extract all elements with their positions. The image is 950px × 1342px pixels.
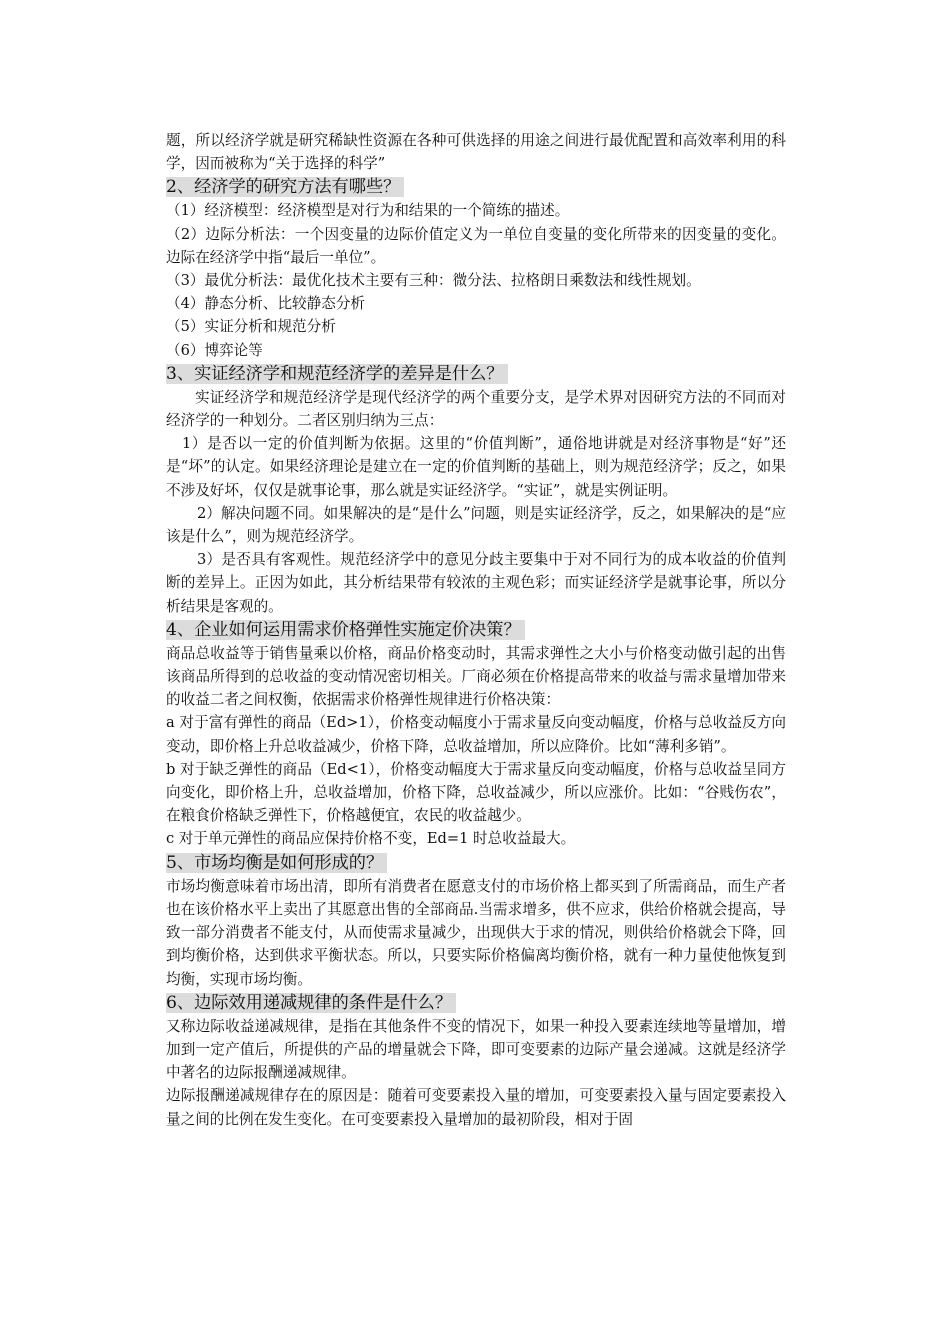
paragraph: a 对于富有弹性的商品（Ed>1），价格变动幅度小于需求量反向变动幅度，价格与总收益反方向变动，即价格上升总收益减少，价格下降，总收益增加，所以应降价。比如“薄利多销”。	[166, 714, 786, 755]
list-item: （2）边际分析法：一个因变量的边际价值定义为一单位自变量的变化所带来的因变量的变化。边际在经济学中指“最后一单位”。	[166, 225, 786, 266]
list-item: （5）实证分析和规范分析	[166, 318, 336, 336]
paragraph: 1）是否以一定的价值判断为依据。这里的“价值判断”，通俗地讲就是对经济事物是“好”还是“坏”的认定。如果经济理论是建立在一定的价值判断的基础上，则为规范经济学；反之，如果不涉及好坏，仅仅是就事论事，那么就是实证经济学。“实证”，就是实例证明。	[166, 435, 786, 499]
paragraph: c 对于单元弹性的商品应保持价格不变，Ed=1 时总收益最大。	[166, 830, 576, 848]
paragraph: 2）解决问题不同。如果解决的是“是什么”问题，则是实证经济学，反之，如果解决的是“应该是什么”，则为规范经济学。	[166, 504, 786, 546]
paragraph: 实证经济学和规范经济学是现代经济学的两个重要分支，是学术界对因研究方法的不同而对经济学的一种划分。二者区别归纳为三点：	[166, 388, 786, 430]
paragraph: 题，所以经济学就是研究稀缺性资源在各种可供选择的用途之间进行最优配置和高效率利用的科学，因而被称为“关于选择的科学”	[166, 132, 786, 173]
list-item: （6）博弈论等	[166, 341, 263, 359]
paragraph: 又称边际收益递减规律，是指在其他条件不变的情况下，如果一种投入要素连续地等量增加，增加到一定产值后，所提供的产品的增量就会下降，即可变要素的边际产量会递减。这就是经济学中著名的边际报酬递减规律。	[166, 1017, 786, 1082]
list-item: （4）静态分析、比较静态分析	[166, 295, 366, 313]
document-page	[166, 129, 786, 1131]
section-heading-4: 4、企业如何运用需求价格弹性实施定价决策？	[166, 619, 786, 641]
list-item: （1）经济模型：经济模型是对行为和结果的一个简练的描述。	[166, 202, 570, 220]
section-heading-5: 5、市场均衡是如何形成的？	[166, 852, 786, 874]
paragraph: 市场均衡意味着市场出清，即所有消费者在愿意支付的市场价格上都买到了所需商品，而生产者也在该价格水平上卖出了其愿意出售的全部商品.当需求增多，供不应求，供给价格就会提高，导致一部分消费者不能支付，从而使需求量减少，出现供大于求的情况，则供给价格就会下降，回到均衡价格，达到供求平衡状态。所以，只要实际价格偏离均衡价格，就有一种力量使他恢复到均衡，实现市场均衡。	[166, 877, 786, 988]
paragraph: 3）是否具有客观性。规范经济学中的意见分歧主要集中于对不同行为的成本收益的价值判断的差异上。正因为如此，其分析结果带有较浓的主观色彩；而实证经济学是就事论事，所以分析结果是客观的。	[166, 551, 786, 615]
section-heading-2: 2、经济学的研究方法有哪些？	[166, 176, 786, 198]
paragraph: 商品总收益等于销售量乘以价格，商品价格变动时，其需求弹性之大小与价格变动做引起的出售该商品所得到的总收益的变动情况密切相关。厂商必须在价格提高带来的收益与需求量增加带来的收益二者之间权衡，依据需求价格弹性规律进行价格决策：	[166, 644, 786, 709]
list-item: （3）最优分析法：最优化技术主要有三种：微分法、拉格朗日乘数法和线性规划。	[166, 272, 701, 290]
paragraph: 边际报酬递减规律存在的原因是：随着可变要素投入量的增加，可变要素投入量与固定要素投入量之间的比例在发生变化。在可变要素投入量增加的最初阶段，相对于固	[166, 1087, 786, 1128]
section-heading-6: 6、边际效用递减规律的条件是什么？	[166, 992, 786, 1014]
paragraph: b 对于缺乏弹性的商品（Ed<1），价格变动幅度大于需求量反向变动幅度，价格与总收益呈同方向变化，即价格上升，总收益增加，价格下降，总收益减少，所以应涨价。比如：“谷贱伤农”，在粮食价格缺乏弹性下，价格越便宜，农民的收益越少。	[166, 760, 786, 825]
section-heading-3: 3、实证经济学和规范经济学的差异是什么？	[166, 363, 786, 385]
